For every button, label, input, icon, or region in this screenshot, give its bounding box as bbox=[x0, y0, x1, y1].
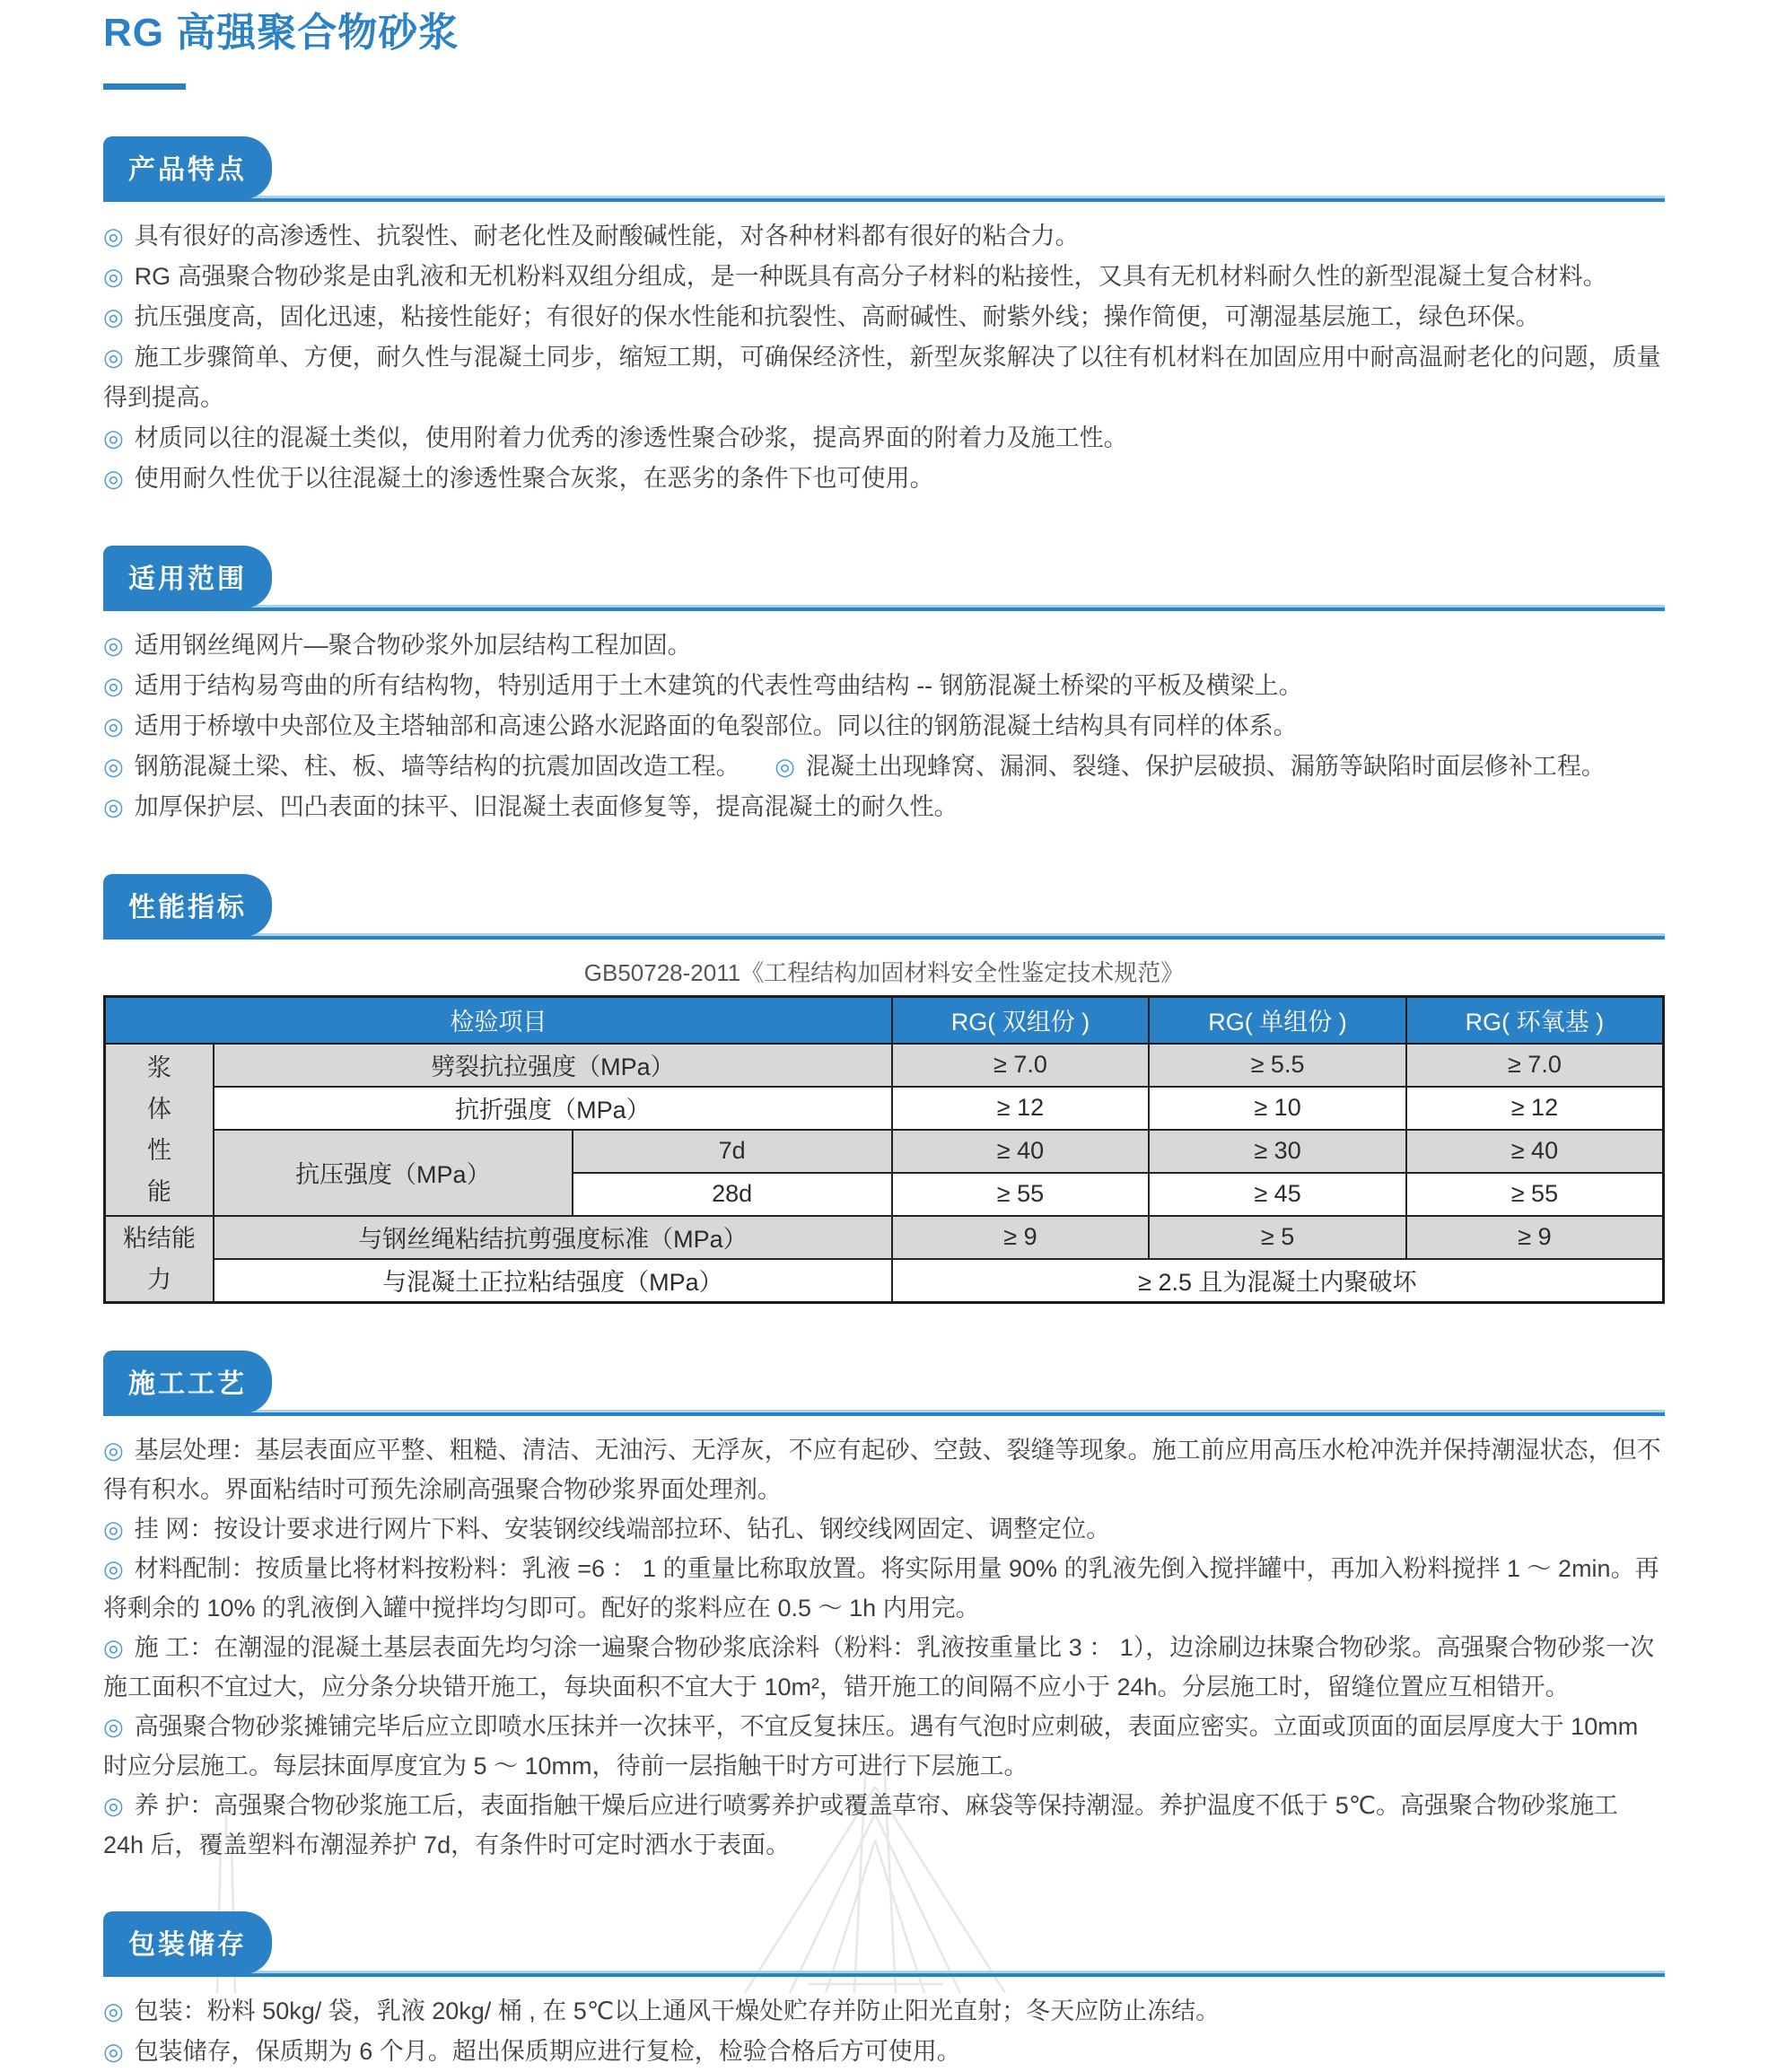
list-item-text: 包装：粉料 50kg/ 袋，乳液 20kg/ 桶 , 在 5℃以上通风干燥处贮存并防止阳光直射；冬天应防止冻结。 bbox=[134, 1997, 1221, 2024]
cell-value: ≥ 9 bbox=[892, 1216, 1150, 1259]
cell-value-merged: ≥ 2.5 且为混凝土内聚破坏 bbox=[892, 1259, 1664, 1303]
list-item-text: 高强聚合物砂浆摊铺完毕后应立即喷水压抹并一次抹平，不宜反复抹压。遇有气泡时应刺破，表面应密实。立面或顶面的面层厚度大于 10mm 时应分层施工。每层抹面厚度宜为 5 ～ 10mm，待前一层指触干时方可进行下层施工。 bbox=[103, 1712, 1639, 1779]
list-item bbox=[103, 1549, 1665, 1628]
table-caption: GB50728-2011《工程结构加固材料安全性鉴定技术规范》 bbox=[583, 958, 1185, 986]
section-rule bbox=[103, 933, 1665, 940]
cell-item: 劈裂抗拉强度（MPa） bbox=[214, 1044, 892, 1087]
list-item-text: 抗压强度高，固化迅速，粘接性能好；有很好的保水性能和抗裂性、高耐碱性、耐紫外线；操作简便，可潮湿基层施工，绿色环保。 bbox=[134, 302, 1540, 330]
list-item-text: 材质同以往的混凝土类似，使用附着力优秀的渗透性聚合砂浆，提高界面的附着力及施工性。 bbox=[134, 424, 1128, 451]
bullet-icon: ◎ bbox=[103, 1791, 124, 1819]
features-bullet-list bbox=[103, 216, 1665, 499]
bullet-icon: ◎ bbox=[103, 302, 124, 330]
section-packaging-storage bbox=[103, 1911, 1665, 2072]
bullet-icon: ◎ bbox=[103, 2037, 124, 2065]
list-item-text: 适用钢丝绳网片—聚合物砂浆外加层结构工程加固。 bbox=[134, 631, 692, 659]
list-item-pair bbox=[103, 747, 1665, 787]
bullet-icon: ◎ bbox=[103, 343, 124, 371]
list-item bbox=[103, 418, 1665, 459]
cell-value: ≥ 5 bbox=[1149, 1216, 1406, 1259]
cell-value: ≥ 12 bbox=[1406, 1087, 1664, 1130]
list-item bbox=[103, 2032, 1665, 2072]
row-group-label-paste: 浆体性能 bbox=[105, 1044, 214, 1216]
section-rule bbox=[103, 1410, 1665, 1416]
column-header-rg-one-part: RG( 单组份 ) bbox=[1149, 996, 1406, 1044]
list-item bbox=[103, 257, 1665, 297]
cell-item-compressive: 抗压强度（MPa） bbox=[214, 1130, 573, 1216]
bullet-icon: ◎ bbox=[103, 752, 124, 780]
cell-value: ≥ 30 bbox=[1149, 1130, 1406, 1173]
cell-item: 与钢丝绳粘结抗剪强度标准（MPa） bbox=[214, 1216, 892, 1259]
list-item bbox=[103, 216, 1665, 257]
section-rule bbox=[103, 1971, 1665, 1977]
bullet-icon: ◎ bbox=[103, 464, 124, 492]
list-item-text: 包装储存，保质期为 6 个月。超出保质期应进行复检，检验合格后方可使用。 bbox=[134, 2037, 961, 2065]
cell-value: ≥ 45 bbox=[1149, 1173, 1406, 1216]
list-item-text: 养 护：高强聚合物砂浆施工后，表面指触干燥后应进行喷雾养护或覆盖草帘、麻袋等保持潮湿。养护温度不低于 5℃。高强聚合物砂浆施工 24h 后，覆盖塑料布潮湿养护 7d，有条件时可定时洒水于表面。 bbox=[103, 1791, 1619, 1858]
section-rule bbox=[103, 196, 1665, 202]
bullet-icon: ◎ bbox=[103, 1997, 124, 2024]
section-badge-performance: 性能指标 bbox=[103, 874, 272, 937]
performance-table bbox=[103, 995, 1665, 1304]
list-item-text: RG 高强聚合物砂浆是由乳液和无机粉料双组分组成，是一种既具有高分子材料的粘接性，又具有无机材料耐久性的新型混凝土复合材料。 bbox=[134, 262, 1607, 290]
section-badge-scope: 适用范围 bbox=[103, 546, 272, 608]
section-header bbox=[103, 1351, 1665, 1416]
section-header bbox=[103, 546, 1665, 611]
cell-value: ≥ 40 bbox=[892, 1130, 1150, 1173]
list-item-text: 施工步骤简单、方便，耐久性与混凝土同步，缩短工期，可确保经济性，新型灰浆解决了以往有机材料在加固应用中耐高温耐老化的问题，质量得到提高。 bbox=[103, 343, 1661, 411]
table-row bbox=[105, 1216, 1664, 1259]
bullet-icon: ◎ bbox=[775, 752, 795, 780]
bullet-icon: ◎ bbox=[103, 712, 124, 739]
list-item bbox=[103, 297, 1665, 337]
section-rule bbox=[103, 605, 1665, 611]
bullet-icon: ◎ bbox=[103, 1712, 124, 1740]
list-item bbox=[775, 753, 1606, 780]
cell-value: ≥ 5.5 bbox=[1149, 1044, 1406, 1087]
list-item-text: 材料配制：按质量比将材料按粉料：乳液 =6 ： 1 的重量比称取放置。将实际用量 90% 的乳液先倒入搅拌罐中，再加入粉料搅拌 1 ～ 2min。再将剩余的 10% 的乳液倒入罐中搅拌均匀即可。配好的浆料应在 0.5 ～ 1h 内用完。 bbox=[103, 1554, 1659, 1622]
list-item bbox=[103, 625, 1665, 666]
section-product-features bbox=[103, 136, 1665, 499]
cell-subitem: 28d bbox=[573, 1173, 892, 1216]
bullet-icon: ◎ bbox=[103, 1633, 124, 1661]
bullet-icon: ◎ bbox=[103, 1515, 124, 1543]
cell-value: ≥ 7.0 bbox=[892, 1044, 1150, 1087]
cell-value: ≥ 7.0 bbox=[1406, 1044, 1664, 1087]
process-bullet-list bbox=[103, 1430, 1665, 1865]
list-item-text: 适用于桥墩中央部位及主塔轴部和高速公路水泥路面的龟裂部位。同以往的钢筋混凝土结构具有同样的体系。 bbox=[134, 712, 1298, 739]
list-item bbox=[103, 1628, 1665, 1707]
table-row bbox=[105, 1044, 1664, 1087]
bullet-icon: ◎ bbox=[103, 631, 124, 659]
table-row bbox=[105, 1259, 1664, 1303]
section-header bbox=[103, 874, 1665, 940]
list-item-text: 适用于结构易弯曲的所有结构物，特别适用于土木建筑的代表性弯曲结构 -- 钢筋混凝土桥梁的平板及横梁上。 bbox=[134, 671, 1303, 699]
list-item-text: 混凝土出现蜂窝、漏洞、裂缝、保护层破损、漏筋等缺陷时面层修补工程。 bbox=[805, 752, 1606, 780]
list-item bbox=[103, 1707, 1665, 1786]
cell-value: ≥ 10 bbox=[1149, 1087, 1406, 1130]
section-performance-index bbox=[103, 874, 1665, 1304]
cell-value: ≥ 40 bbox=[1406, 1130, 1664, 1173]
list-item-text: 钢筋混凝土梁、柱、板、墙等结构的抗震加固改造工程。 bbox=[134, 752, 740, 780]
section-badge-features: 产品特点 bbox=[103, 136, 272, 199]
list-item bbox=[103, 666, 1665, 706]
section-badge-process: 施工工艺 bbox=[103, 1351, 272, 1413]
table-row bbox=[105, 1087, 1664, 1130]
row-group-label-bond: 粘结能力 bbox=[105, 1216, 214, 1303]
list-item bbox=[103, 337, 1665, 418]
section-header bbox=[103, 1911, 1665, 1977]
list-item bbox=[103, 459, 1665, 499]
bullet-icon: ◎ bbox=[103, 424, 124, 451]
bullet-icon: ◎ bbox=[103, 1554, 124, 1582]
bullet-icon: ◎ bbox=[103, 1436, 124, 1464]
list-item bbox=[103, 1430, 1665, 1509]
packaging-bullet-list bbox=[103, 1991, 1665, 2072]
list-item-text: 基层处理：基层表面应平整、粗糙、清洁、无油污、无浮灰，不应有起砂、空鼓、裂缝等现象。施工前应用高压水枪冲洗并保持潮湿状态，但不得有积水。界面粘结时可预先涂刷高强聚合物砂浆界面处理剂。 bbox=[103, 1436, 1661, 1503]
list-item bbox=[103, 1509, 1665, 1549]
scope-bullet-list bbox=[103, 625, 1665, 827]
section-badge-packaging: 包装储存 bbox=[103, 1911, 272, 1974]
table-header-row bbox=[105, 996, 1664, 1044]
page-title: RG 高强聚合物砂浆 bbox=[103, 11, 460, 55]
list-item bbox=[103, 706, 1665, 747]
list-item-text: 具有很好的高渗透性、抗裂性、耐老化性及耐酸碱性能，对各种材料都有很好的粘合力。 bbox=[134, 222, 1080, 249]
list-item bbox=[103, 747, 775, 787]
list-item bbox=[103, 787, 1665, 827]
section-construction-process bbox=[103, 1351, 1665, 1865]
column-header-item: 检验项目 bbox=[105, 996, 892, 1044]
column-header-rg-epoxy: RG( 环氧基 ) bbox=[1406, 996, 1664, 1044]
cell-subitem: 7d bbox=[573, 1130, 892, 1173]
bullet-icon: ◎ bbox=[103, 671, 124, 699]
section-header bbox=[103, 136, 1665, 202]
list-item-text: 加厚保护层、凹凸表面的抹平、旧混凝土表面修复等，提高混凝土的耐久性。 bbox=[134, 792, 958, 820]
cell-value: ≥ 9 bbox=[1406, 1216, 1664, 1259]
cell-value: ≥ 12 bbox=[892, 1087, 1150, 1130]
table-row bbox=[105, 1130, 1664, 1173]
column-header-rg-two-part: RG( 双组份 ) bbox=[892, 996, 1150, 1044]
section-application-scope bbox=[103, 546, 1665, 827]
list-item-text: 挂 网：按设计要求进行网片下料、安装钢绞线端部拉环、钻孔、钢绞线网固定、调整定位。 bbox=[134, 1515, 1111, 1543]
cell-value: ≥ 55 bbox=[892, 1173, 1150, 1216]
bullet-icon: ◎ bbox=[103, 222, 124, 249]
cell-item: 抗折强度（MPa） bbox=[214, 1087, 892, 1130]
list-item bbox=[103, 1786, 1665, 1865]
list-item bbox=[103, 1991, 1665, 2032]
list-item-text: 施 工：在潮湿的混凝土基层表面先均匀涂一遍聚合物砂浆底涂料（粉料：乳液按重量比 3 ： 1），边涂刷边抹聚合物砂浆。高强聚合物砂浆一次施工面积不宜过大，应分条分块错开施工，每块面积不宜大于 10m²，错开施工的间隔不应小于 24h。分层施工时，留缝位置应互相错开。 bbox=[103, 1633, 1655, 1700]
list-item-text: 使用耐久性优于以往混凝土的渗透性聚合灰浆，在恶劣的条件下也可使用。 bbox=[134, 464, 934, 492]
bullet-icon: ◎ bbox=[103, 792, 124, 820]
bullet-icon: ◎ bbox=[103, 262, 124, 290]
title-underline bbox=[103, 83, 186, 90]
cell-item: 与混凝土正拉粘结强度（MPa） bbox=[214, 1259, 892, 1303]
cell-value: ≥ 55 bbox=[1406, 1173, 1664, 1216]
